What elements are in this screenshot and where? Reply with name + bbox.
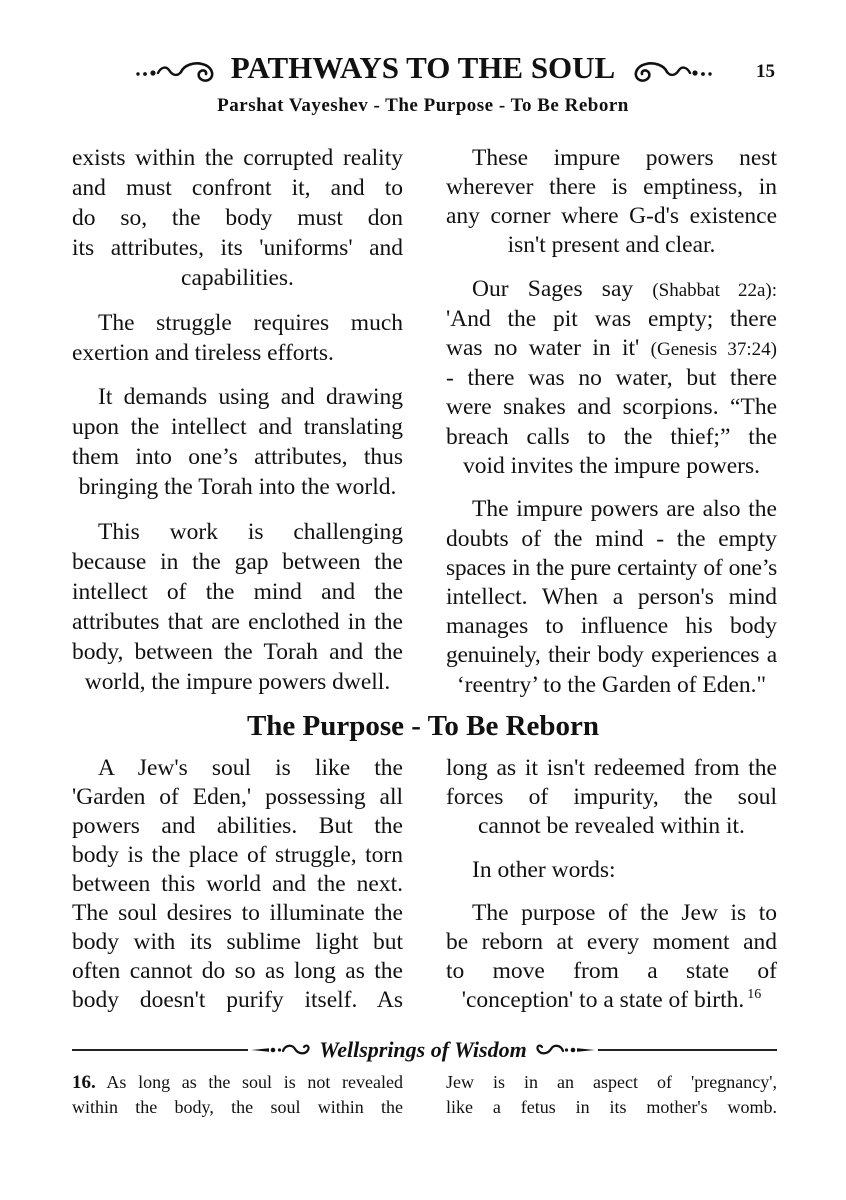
text-line: - there was no water, but there — [446, 365, 777, 392]
text-line: intellect. When a person's mind — [446, 583, 777, 610]
line-text: was no water in it' — [446, 335, 640, 362]
text-line: were snakes and scorpions. “The — [446, 394, 777, 421]
text-line: often cannot do so as long as the — [72, 958, 403, 984]
text-line: In other words: — [472, 856, 616, 883]
text-line: forces of impurity, the soul — [446, 784, 777, 810]
source-reference: (Shabbat 22a): — [652, 279, 778, 301]
text-line: isn't present and clear. — [507, 232, 716, 259]
text-line: do so, the body must don — [72, 205, 403, 231]
paragraph — [446, 754, 777, 841]
text-line: world, the impure powers dwell. — [84, 668, 391, 695]
text-line: It demands using and drawing — [98, 384, 403, 410]
paragraph — [72, 382, 403, 502]
text-line: 'And the pit was empty; there — [446, 305, 777, 332]
upper-left-column — [72, 143, 403, 697]
divider-label: Wellsprings of Wisdom — [319, 1037, 527, 1062]
text-line — [446, 334, 777, 364]
text-line: 'Garden of Eden,' possessing all — [72, 784, 403, 810]
text-line: upon the intellect and translating — [72, 414, 403, 440]
text-line: void invites the impure powers. — [463, 452, 760, 479]
text-line: within the body, the soul within the — [72, 1097, 403, 1117]
text-line: long as it isn't redeemed from the — [446, 755, 777, 781]
text-line: manages to influence his body — [446, 613, 777, 640]
text-line: any corner where G-d's existence — [446, 202, 777, 229]
page-number: 15 — [756, 61, 775, 82]
paragraph — [72, 143, 403, 293]
text-line: between this world and the next. — [72, 871, 403, 897]
lower-left-column — [72, 754, 403, 1015]
running-subtitle: Parshat Vayeshev - The Purpose - To Be Reborn — [217, 95, 629, 116]
paragraph — [72, 517, 403, 697]
footnote-left-column — [72, 1070, 403, 1120]
text-line: them into one’s attributes, thus — [72, 444, 403, 470]
paragraph — [446, 275, 777, 481]
text-line: This work is challenging — [98, 518, 403, 545]
line-text: 'conception' to a state of birth. — [461, 987, 745, 1013]
text-line: intellect of the mind and the — [72, 578, 403, 605]
text-line: The purpose of the Jew is to — [472, 900, 777, 926]
text-line: doubts of the mind - the empty — [446, 525, 777, 552]
text-line: its attributes, its 'uniforms' and — [72, 235, 403, 261]
text-line: These impure powers nest — [472, 144, 777, 171]
line-text: As long as the soul is not revealed — [106, 1072, 403, 1092]
text-line: exists within the corrupted reality — [72, 145, 403, 171]
text-line: capabilities. — [181, 265, 294, 291]
paragraph — [446, 899, 777, 1015]
text-line: A Jew's soul is like the — [98, 755, 403, 781]
ornament-group — [248, 1037, 597, 1063]
text-line — [446, 986, 777, 1015]
title-flourish-right-icon — [626, 57, 714, 83]
text-line: like a fetus in its mother's womb. — [446, 1097, 777, 1117]
footnote-number: 16. — [72, 1072, 96, 1093]
text-line: because in the gap between the — [72, 548, 403, 575]
text-line: breach calls to the thief;” the — [446, 423, 777, 450]
upper-right-column — [446, 144, 777, 700]
text-line: body is the place of struggle, torn — [72, 842, 403, 868]
footnote-divider-ornament — [0, 1037, 846, 1063]
text-line: genuinely, their body experiences a — [446, 642, 777, 669]
text-line: The soul desires to illuminate the — [72, 900, 403, 926]
footnote-right-column — [446, 1070, 777, 1120]
section-heading: The Purpose - To Be Reborn — [246, 710, 600, 742]
text-line: The struggle requires much — [98, 309, 403, 336]
flourish-icon — [531, 1041, 595, 1059]
text-line: wherever there is emptiness, in — [446, 173, 777, 200]
text-line: body, between the Torah and the — [72, 638, 403, 665]
paragraph — [72, 754, 403, 1015]
text-line: and must confront it, and to — [72, 175, 403, 201]
text-line: ‘reentry’ to the Garden of Eden." — [456, 671, 767, 698]
flourish-icon — [251, 1041, 315, 1059]
text-line: body doesn't purify itself. As — [72, 987, 403, 1013]
lower-right-column — [446, 754, 777, 1015]
paragraph — [446, 856, 777, 885]
text-line: cannot be revealed within it. — [478, 813, 745, 839]
source-reference: (Genesis 37:24) — [650, 339, 778, 361]
text-line: spaces in the pure certainty of one’s — [446, 554, 777, 581]
text-line — [446, 275, 777, 305]
text-line: to move from a state of — [446, 958, 777, 984]
text-line: body with its sublime light but — [72, 929, 403, 955]
text-line: The impure powers are also the — [472, 496, 777, 523]
text-line: attributes that are enclothed in the — [72, 608, 403, 635]
footnote-marker: 16 — [747, 987, 762, 1002]
paragraph — [446, 144, 777, 261]
running-title: PATHWAYS TO THE SOUL — [230, 50, 616, 85]
text-line: powers and abilities. But the — [72, 813, 403, 839]
paragraph — [72, 308, 403, 368]
line-text: Our Sages say — [472, 275, 634, 302]
text-line — [72, 1070, 403, 1095]
paragraph — [446, 495, 777, 699]
text-line: be reborn at every moment and — [446, 929, 777, 955]
text-line: bringing the Torah into the world. — [78, 474, 397, 500]
text-line: Jew is in an aspect of 'pregnancy', — [446, 1072, 777, 1092]
text-line: exertion and tireless efforts. — [72, 339, 334, 366]
